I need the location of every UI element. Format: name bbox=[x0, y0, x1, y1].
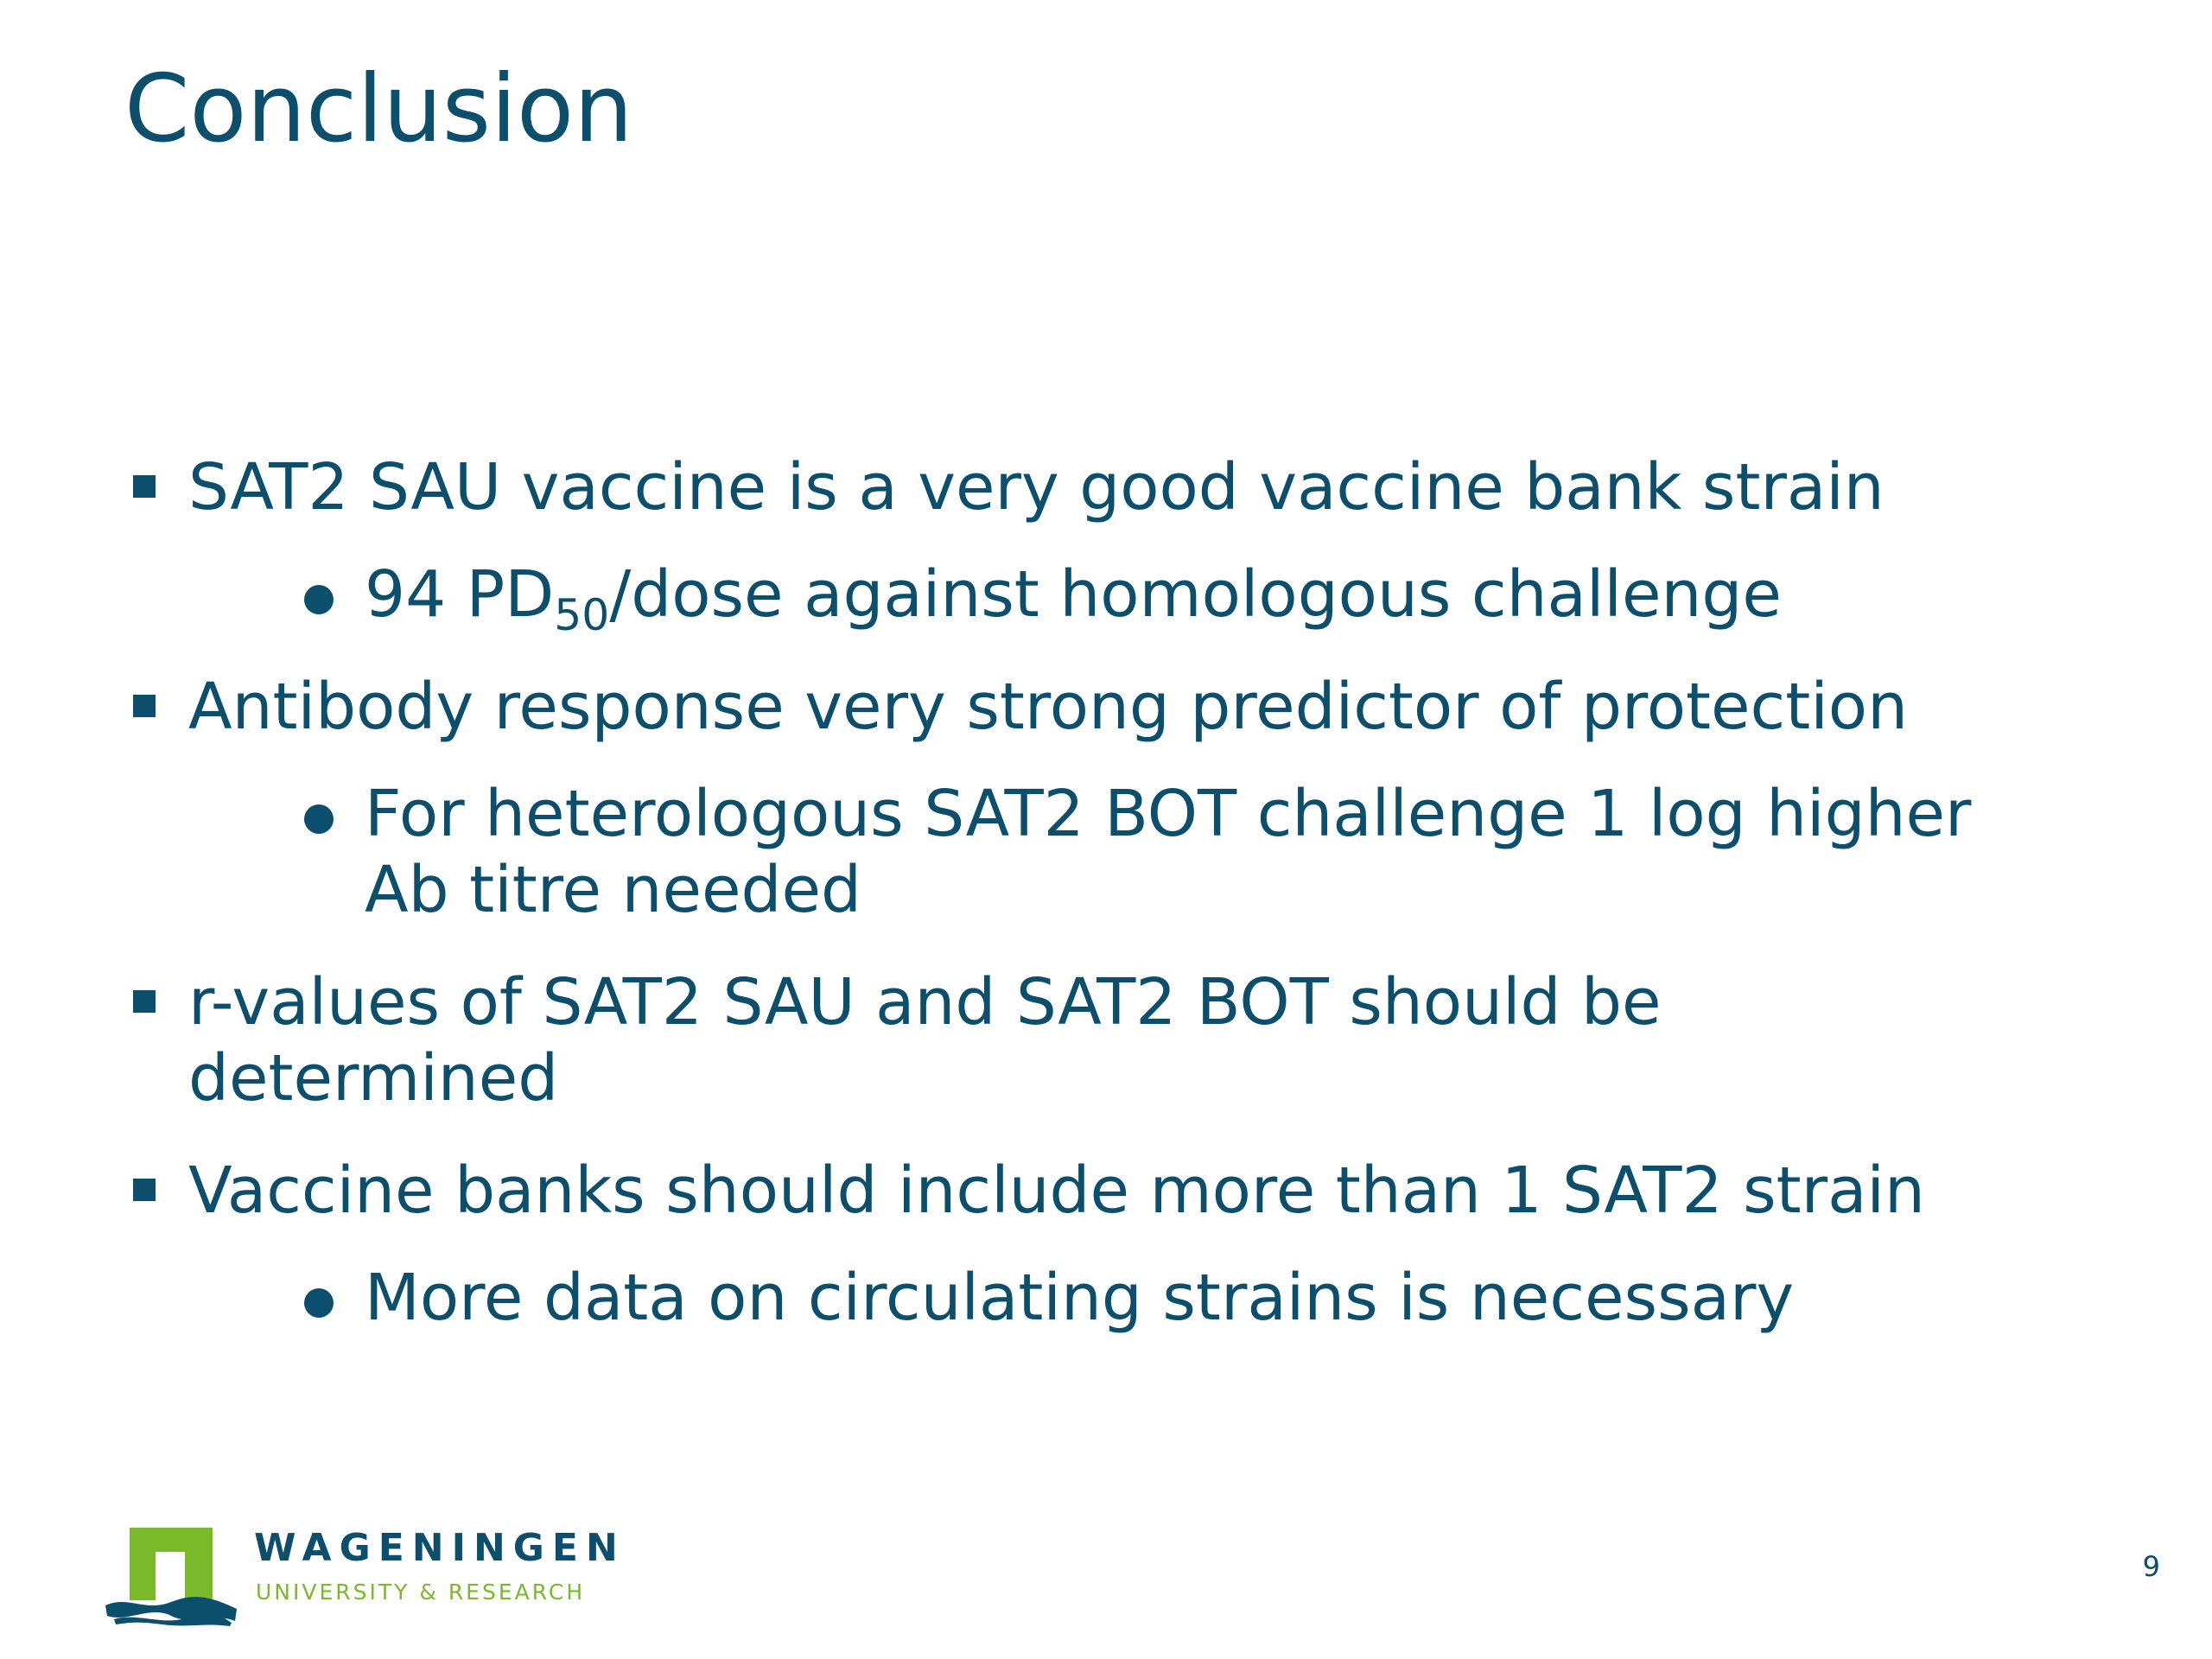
slide-title: Conclusion bbox=[124, 55, 633, 163]
sub-bullet-text-suffix: /dose against homologous challenge bbox=[609, 557, 1782, 632]
wageningen-logo-icon bbox=[102, 1526, 240, 1628]
bullet-text: Antibody response very strong predictor of protection bbox=[188, 670, 1908, 744]
square-bullet-icon bbox=[133, 1179, 156, 1201]
square-bullet-icon bbox=[133, 990, 156, 1013]
round-bullet-icon bbox=[304, 804, 334, 834]
wageningen-logo bbox=[102, 1514, 626, 1635]
bullet-item bbox=[130, 1153, 2117, 1229]
bullet-list bbox=[130, 449, 2117, 1336]
round-bullet-icon bbox=[304, 1288, 334, 1318]
square-bullet-icon bbox=[133, 475, 156, 498]
bullet-text: Vaccine banks should include more than 1 SAT2 strain bbox=[188, 1154, 1925, 1228]
page-number: 9 bbox=[2142, 1550, 2160, 1583]
square-bullet-icon bbox=[133, 695, 156, 717]
sub-bullet-text-prefix: 94 PD bbox=[365, 557, 555, 632]
bullet-text-line1: r-values of SAT2 SAU and SAT2 BOT should be bbox=[188, 965, 1662, 1039]
sub-bullet-text-line2: Ab titre needed bbox=[365, 853, 861, 927]
sub-bullet-item bbox=[130, 556, 2117, 641]
bullet-text: SAT2 SAU vaccine is a very good vaccine bank strain bbox=[188, 450, 1885, 524]
subscript-50: 50 bbox=[554, 589, 610, 641]
logo-name: WAGENINGEN bbox=[254, 1526, 626, 1570]
sub-bullet-item bbox=[130, 776, 2117, 928]
bullet-text-line2: determined bbox=[188, 1041, 559, 1116]
sub-bullet-text-line1: For heterologous SAT2 BOT challenge 1 log higher bbox=[365, 777, 1972, 851]
sub-bullet-item bbox=[130, 1260, 2117, 1336]
sub-bullet-text: More data on circulating strains is necessary bbox=[365, 1261, 1795, 1335]
logo-subtitle: UNIVERSITY & RESEARCH bbox=[256, 1580, 586, 1605]
round-bullet-icon bbox=[304, 585, 334, 614]
bullet-item bbox=[130, 449, 2117, 525]
bullet-item bbox=[130, 964, 2117, 1116]
bullet-item bbox=[130, 669, 2117, 745]
